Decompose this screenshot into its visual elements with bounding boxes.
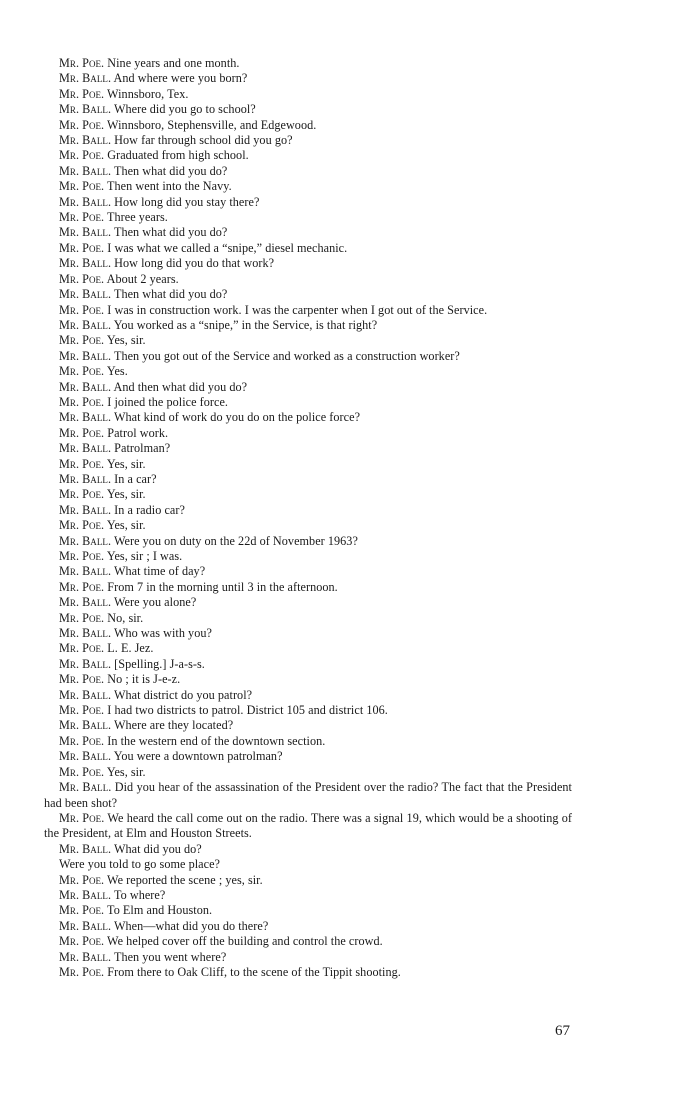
speech-text: Were you on duty on the 22d of November 1963? (113, 533, 358, 548)
speech-text: Yes, sir. (106, 764, 146, 779)
speaker-label: Mr. Ball. (59, 595, 112, 610)
speaker-label: Mr. Poe. (59, 549, 105, 563)
speech-text: About 2 years. (106, 271, 179, 286)
speech-text: What time of day? (113, 564, 206, 579)
speaker-label: Mr. Ball. (59, 564, 112, 579)
transcript-line (44, 287, 572, 302)
transcript-line (44, 364, 572, 379)
speech-text: Winnsboro, Stephensville, and Edgewood. (107, 117, 317, 132)
speech-text: To where? (113, 887, 166, 902)
speaker-label: Mr. Poe. (59, 579, 105, 594)
transcript-line (44, 780, 572, 811)
speech-text: I was in construction work. I was the carpenter when I got out of the Service. (107, 302, 488, 317)
speaker-label: Mr. Poe. (59, 240, 105, 255)
transcript-line (44, 102, 572, 117)
transcript-line (44, 272, 572, 287)
speaker-label: Mr. Poe. (59, 333, 105, 348)
speaker-label: Mr. Ball. (59, 194, 112, 209)
transcript-line (44, 765, 572, 780)
speech-text: And then what did you do? (113, 379, 248, 394)
speaker-label: Mr. Ball. (59, 163, 112, 178)
transcript-line (44, 857, 572, 872)
speech-text: Yes, sir. (106, 518, 146, 533)
speaker-label: Mr. Poe. (59, 810, 105, 825)
speaker-label: Mr. Ball. (59, 441, 112, 456)
transcript-line (44, 934, 572, 949)
speech-text: No, sir. (107, 610, 144, 625)
speech-text: How long did you do that work? (114, 256, 275, 271)
transcript-line (44, 919, 572, 934)
speaker-label: Mr. Poe. (59, 733, 105, 748)
speaker-label: Mr. Poe. (59, 271, 105, 286)
speech-text: Then you got out of the Service and worked as a construction worker? (113, 348, 460, 363)
speaker-label: Mr. Poe. (59, 518, 105, 533)
speech-text: In the western end of the downtown section. (107, 733, 326, 748)
speech-text: What did you do? (113, 841, 202, 856)
transcript-line (44, 842, 572, 857)
speaker-label: Mr. Poe. (59, 641, 105, 656)
speaker-label: Mr. Poe. (59, 179, 105, 194)
speaker-label: Mr. Ball. (59, 533, 112, 548)
speech-text: Then went into the Navy. (107, 179, 232, 194)
transcript-line (44, 118, 572, 133)
transcript-line (44, 580, 572, 595)
speaker-label: Mr. Ball. (59, 949, 112, 964)
speech-text: Were you alone? (113, 595, 197, 610)
speech-text: Were you told to go some place? (59, 857, 220, 872)
speech-text: I was what we called a “snipe,” diesel mechanic. (107, 240, 348, 255)
speech-text: Yes, sir ; I was. (106, 549, 183, 563)
transcript-line (44, 487, 572, 502)
speech-text: Where did you go to school? (113, 102, 256, 117)
speech-text: We reported the scene ; yes, sir. (107, 872, 263, 887)
speech-text: Yes. (106, 364, 128, 379)
speaker-label: Mr. Poe. (59, 903, 105, 918)
speaker-label: Mr. Ball. (59, 317, 112, 332)
transcript-line (44, 457, 572, 472)
speaker-label: Mr. Poe. (59, 764, 105, 779)
speech-text: Winnsboro, Tex. (107, 86, 189, 101)
transcript-line (44, 641, 572, 656)
transcript-line (44, 811, 572, 842)
speech-text: Graduated from high school. (107, 148, 249, 163)
speaker-label: Mr. Ball. (59, 626, 112, 641)
speaker-label: Mr. Ball. (59, 379, 112, 394)
transcript-line (44, 672, 572, 687)
transcript-line (44, 256, 572, 271)
transcript-line (44, 333, 572, 348)
transcript-line (44, 71, 572, 86)
transcript-line (44, 518, 572, 533)
transcript-line (44, 888, 572, 903)
speech-text: Then what did you do? (113, 163, 228, 178)
speaker-label: Mr. Ball. (59, 225, 112, 240)
transcript-line (44, 225, 572, 240)
transcript-body (44, 56, 572, 980)
transcript-line (44, 179, 572, 194)
speech-text: Yes, sir. (106, 456, 146, 471)
speaker-label: Mr. Ball. (59, 718, 112, 733)
speaker-label: Mr. Ball. (59, 256, 112, 271)
speech-text: How far through school did you go? (114, 133, 293, 148)
speech-text: Who was with you? (113, 626, 212, 641)
speech-text: In a radio car? (114, 502, 185, 517)
speech-text: Patrol work. (107, 425, 169, 440)
speaker-label: Mr. Ball. (59, 71, 112, 86)
transcript-line (44, 349, 572, 364)
speech-text: To Elm and Houston. (107, 903, 213, 918)
transcript-line (44, 626, 572, 641)
speech-text: You worked as a “snipe,” in the Service, is that right? (113, 317, 378, 332)
transcript-line (44, 734, 572, 749)
speaker-label: Mr. Poe. (59, 148, 105, 163)
transcript-line (44, 410, 572, 425)
transcript-line (44, 148, 572, 163)
speaker-label: Mr. Ball. (59, 749, 112, 764)
speaker-label: Mr. Poe. (59, 86, 105, 101)
speech-text: From 7 in the morning until 3 in the afternoon. (107, 579, 338, 594)
speech-text: Yes, sir. (106, 333, 146, 348)
speech-text: [Spelling.] J-a-s-s. (114, 656, 205, 671)
speaker-label: Mr. Ball. (59, 410, 112, 425)
speaker-label: Mr. Poe. (59, 964, 105, 979)
speaker-label: Mr. Ball. (59, 133, 112, 148)
transcript-line (44, 703, 572, 718)
transcript-line (44, 688, 572, 703)
transcript-line (44, 749, 572, 764)
speaker-label: Mr. Ball. (59, 687, 112, 702)
transcript-line (44, 164, 572, 179)
transcript-line (44, 718, 572, 733)
speaker-label: Mr. Poe. (59, 210, 105, 225)
transcript-line (44, 534, 572, 549)
speaker-label: Mr. Poe. (59, 934, 105, 949)
speech-text: We heard the call come out on the radio. There was a signal 19, which would be a shooting of the President, at Elm and Houston Streets. (44, 810, 573, 841)
speech-text: Then what did you do? (113, 287, 228, 302)
speech-text: Three years. (107, 210, 168, 225)
speaker-label: Mr. Ball. (59, 918, 112, 933)
speech-text: Did you hear of the assassination of the President over the radio? The fact that the President had been shot? (44, 780, 572, 810)
transcript-line (44, 380, 572, 395)
transcript-line (44, 133, 572, 148)
speaker-label: Mr. Poe. (59, 672, 105, 687)
transcript-line (44, 657, 572, 672)
transcript-line (44, 210, 572, 225)
speaker-label: Mr. Ball. (59, 656, 112, 671)
transcript-line (44, 395, 572, 410)
speech-text: Then what did you do? (113, 225, 228, 240)
transcript-line (44, 503, 572, 518)
transcript-line (44, 195, 572, 210)
speaker-label: Mr. Ball. (59, 780, 112, 795)
speaker-label: Mr. Poe. (59, 610, 105, 625)
transcript-line (44, 318, 572, 333)
transcript-line (44, 611, 572, 626)
transcript-line (44, 441, 572, 456)
speaker-label: Mr. Poe. (59, 425, 105, 440)
speech-text: And where were you born? (113, 71, 248, 86)
transcript-line (44, 595, 572, 610)
transcript-line (44, 472, 572, 487)
speaker-label: Mr. Ball. (59, 841, 112, 856)
transcript-line (44, 426, 572, 441)
speech-text: How long did you stay there? (114, 194, 260, 209)
speaker-label: Mr. Ball. (59, 887, 112, 902)
speech-text: What district do you patrol? (113, 687, 253, 702)
speech-text: Yes, sir. (106, 487, 146, 502)
speaker-label: Mr. Poe. (59, 364, 105, 379)
speaker-label: Mr. Poe. (59, 487, 105, 502)
speech-text: Where are they located? (113, 718, 234, 733)
speech-text: L. E. Jez. (107, 641, 154, 656)
speech-text: Patrolman? (114, 441, 171, 456)
speaker-label: Mr. Poe. (59, 117, 105, 132)
speech-text: Nine years and one month. (107, 56, 240, 70)
speaker-label: Mr. Ball. (59, 502, 112, 517)
page-number: 67 (555, 1023, 570, 1039)
speaker-label: Mr. Poe. (59, 703, 105, 718)
transcript-line (44, 549, 572, 564)
speaker-label: Mr. Ball. (59, 471, 112, 486)
speaker-label: Mr. Ball. (59, 102, 112, 117)
transcript-line (44, 303, 572, 318)
speaker-label: Mr. Poe. (59, 394, 105, 409)
speaker-label: Mr. Poe. (59, 302, 105, 317)
speech-text: What kind of work do you do on the police force? (113, 410, 361, 425)
speech-text: I had two districts to patrol. District 105 and district 106. (107, 703, 388, 718)
transcript-line (44, 950, 572, 965)
speech-text: Then you went where? (113, 949, 227, 964)
speaker-label: Mr. Poe. (59, 56, 105, 70)
speaker-label: Mr. Poe. (59, 456, 105, 471)
speech-text: No ; it is J-e-z. (107, 672, 181, 687)
transcript-line (44, 87, 572, 102)
speech-text: We helped cover off the building and control the crowd. (107, 934, 383, 949)
transcript-line (44, 965, 572, 980)
speech-text: I joined the police force. (107, 394, 229, 409)
speech-text: In a car? (114, 471, 157, 486)
speaker-label: Mr. Poe. (59, 872, 105, 887)
speech-text: From there to Oak Cliff, to the scene of the Tippit shooting. (107, 964, 401, 979)
speech-text: You were a downtown patrolman? (113, 749, 283, 764)
transcript-line (44, 903, 572, 918)
transcript-line (44, 564, 572, 579)
speaker-label: Mr. Ball. (59, 287, 112, 302)
transcript-line (44, 873, 572, 888)
transcript-line (44, 241, 572, 256)
speaker-label: Mr. Ball. (59, 348, 112, 363)
transcript-line (44, 56, 572, 71)
speech-text: When—what did you do there? (113, 918, 269, 933)
